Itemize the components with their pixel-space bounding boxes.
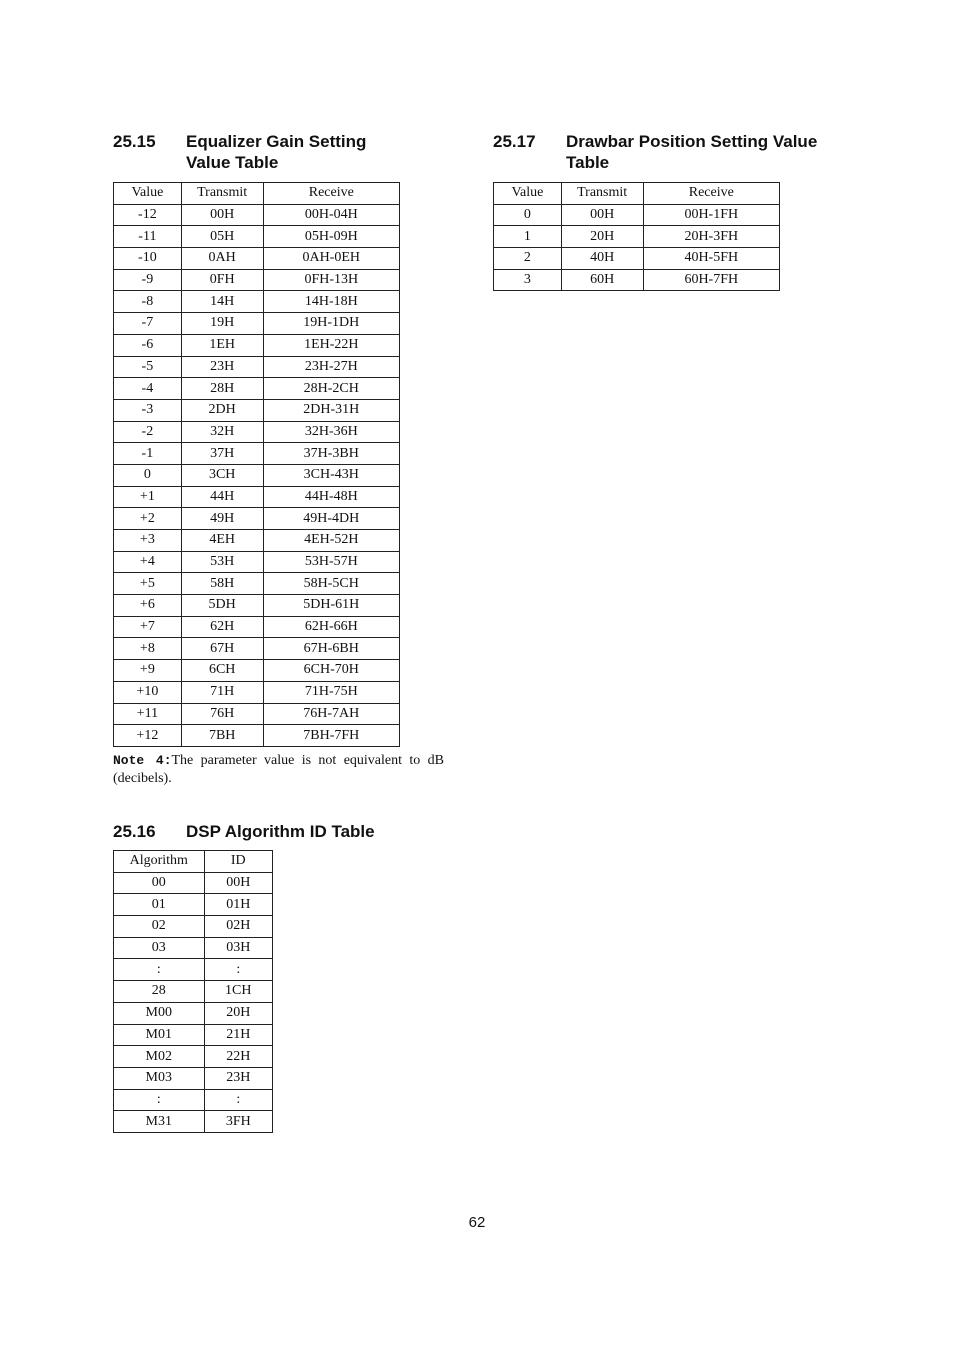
column-header: ID <box>204 851 272 873</box>
column-header: Algorithm <box>114 851 205 873</box>
table-row <box>114 356 400 378</box>
table-row <box>114 464 400 486</box>
table-row <box>114 226 400 248</box>
table-cell: 20H <box>561 226 643 248</box>
table-cell: 00H <box>204 872 272 894</box>
table-cell: 19H-1DH <box>263 313 399 335</box>
table-cell: 37H <box>181 443 263 465</box>
table-cell: 32H-36H <box>263 421 399 443</box>
table-cell: 62H <box>181 616 263 638</box>
table-cell: 49H <box>181 508 263 530</box>
table-cell: M03 <box>114 1067 205 1089</box>
table-cell: +6 <box>114 595 182 617</box>
table-cell: 5DH <box>181 595 263 617</box>
table-cell: +4 <box>114 551 182 573</box>
table-cell: 3CH-43H <box>263 464 399 486</box>
table-cell: 32H <box>181 421 263 443</box>
table-cell: -12 <box>114 204 182 226</box>
page-number: 62 <box>468 1214 486 1231</box>
table-cell: 60H <box>561 269 643 291</box>
table-row <box>114 1046 273 1068</box>
table-cell: -10 <box>114 248 182 270</box>
table-row <box>114 421 400 443</box>
table-cell: 00H-04H <box>263 204 399 226</box>
table-cell: 0AH-0EH <box>263 248 399 270</box>
table-cell: 23H <box>204 1067 272 1089</box>
table-cell: -3 <box>114 399 182 421</box>
table-row <box>114 573 400 595</box>
table-cell: -11 <box>114 226 182 248</box>
table-row <box>114 616 400 638</box>
table-cell: 01H <box>204 894 272 916</box>
table-cell: 14H-18H <box>263 291 399 313</box>
table-cell: 62H-66H <box>263 616 399 638</box>
table-row <box>114 872 273 894</box>
table-cell: 0FH-13H <box>263 269 399 291</box>
note-label: Note 4: <box>113 753 172 768</box>
table-cell: M01 <box>114 1024 205 1046</box>
table-row <box>114 981 273 1003</box>
table-cell: -2 <box>114 421 182 443</box>
table-header-row <box>494 183 780 205</box>
table-cell: 0 <box>494 204 562 226</box>
table-cell: 20H-3FH <box>643 226 779 248</box>
table-row <box>114 508 400 530</box>
table-cell: -4 <box>114 378 182 400</box>
table-cell: 05H-09H <box>263 226 399 248</box>
table-row <box>114 269 400 291</box>
table-row <box>114 725 400 747</box>
column-header: Transmit <box>181 183 263 205</box>
section-heading-25-16 <box>113 821 433 842</box>
section-title: Equalizer Gain Setting Value Table <box>186 132 367 172</box>
table-cell: 58H <box>181 573 263 595</box>
table-cell: M31 <box>114 1111 205 1133</box>
table-cell: 44H <box>181 486 263 508</box>
table-cell: 21H <box>204 1024 272 1046</box>
table-cell: -6 <box>114 334 182 356</box>
table-cell: +12 <box>114 725 182 747</box>
table-cell: 02H <box>204 916 272 938</box>
table-cell: 00H-1FH <box>643 204 779 226</box>
section-heading-25-15 <box>113 131 413 173</box>
table-cell: 76H <box>181 703 263 725</box>
table-cell: 28H-2CH <box>263 378 399 400</box>
table-cell: +9 <box>114 660 182 682</box>
table-cell: : <box>114 959 205 981</box>
table-cell: M02 <box>114 1046 205 1068</box>
section-title: DSP Algorithm ID Table <box>186 822 375 841</box>
table-cell: +8 <box>114 638 182 660</box>
table-cell: 00H <box>561 204 643 226</box>
table-row <box>114 959 273 981</box>
table-row <box>114 681 400 703</box>
table-cell: 71H <box>181 681 263 703</box>
table-row <box>114 551 400 573</box>
table-cell: 0AH <box>181 248 263 270</box>
column-header: Receive <box>263 183 399 205</box>
column-header: Value <box>494 183 562 205</box>
table-row <box>114 443 400 465</box>
table-cell: +11 <box>114 703 182 725</box>
table-cell: 19H <box>181 313 263 335</box>
equalizer-gain-table <box>113 182 400 747</box>
table-cell: 40H-5FH <box>643 248 779 270</box>
table-row <box>114 334 400 356</box>
section-number: 25.16 <box>113 822 156 841</box>
table-header-row <box>114 851 273 873</box>
table-cell: 60H-7FH <box>643 269 779 291</box>
table-cell: 28H <box>181 378 263 400</box>
table-cell: 2DH-31H <box>263 399 399 421</box>
table-cell: 1CH <box>204 981 272 1003</box>
table-cell: -9 <box>114 269 182 291</box>
table-cell: 1EH <box>181 334 263 356</box>
table-row <box>114 486 400 508</box>
table-cell: 58H-5CH <box>263 573 399 595</box>
table-cell: -1 <box>114 443 182 465</box>
table-cell: 7BH-7FH <box>263 725 399 747</box>
table-cell: 67H <box>181 638 263 660</box>
table-cell: 01 <box>114 894 205 916</box>
table-cell: 28 <box>114 981 205 1003</box>
table-cell: 03H <box>204 937 272 959</box>
table-cell: -7 <box>114 313 182 335</box>
table-cell: 4EH <box>181 530 263 552</box>
table-row <box>114 1024 273 1046</box>
dsp-algorithm-id-table <box>113 850 273 1133</box>
table-cell: 4EH-52H <box>263 530 399 552</box>
table-cell: 02 <box>114 916 205 938</box>
table-cell: 7BH <box>181 725 263 747</box>
table-cell: 3FH <box>204 1111 272 1133</box>
table-cell: 40H <box>561 248 643 270</box>
table-cell: +7 <box>114 616 182 638</box>
table-cell: 6CH-70H <box>263 660 399 682</box>
table-cell: : <box>204 1089 272 1111</box>
table-row <box>494 248 780 270</box>
table-cell: 0FH <box>181 269 263 291</box>
table-row <box>114 916 273 938</box>
table-cell: +1 <box>114 486 182 508</box>
table-row <box>494 204 780 226</box>
table-cell: 14H <box>181 291 263 313</box>
table-cell: 2DH <box>181 399 263 421</box>
table-cell: -8 <box>114 291 182 313</box>
column-header: Value <box>114 183 182 205</box>
table-row <box>114 703 400 725</box>
note-4 <box>113 752 444 788</box>
table-row <box>114 660 400 682</box>
table-row <box>494 269 780 291</box>
table-row <box>114 204 400 226</box>
table-cell: 76H-7AH <box>263 703 399 725</box>
table-row <box>114 248 400 270</box>
table-row <box>114 399 400 421</box>
section-heading-25-17 <box>493 131 838 173</box>
table-cell: 5DH-61H <box>263 595 399 617</box>
table-row <box>114 378 400 400</box>
table-cell: +2 <box>114 508 182 530</box>
table-cell: 67H-6BH <box>263 638 399 660</box>
table-row <box>114 937 273 959</box>
section-title: Drawbar Position Setting Value Table <box>566 132 818 172</box>
table-cell: 37H-3BH <box>263 443 399 465</box>
table-header-row <box>114 183 400 205</box>
table-cell: 3 <box>494 269 562 291</box>
column-header: Receive <box>643 183 779 205</box>
table-cell: 6CH <box>181 660 263 682</box>
table-cell: 53H-57H <box>263 551 399 573</box>
table-row <box>114 530 400 552</box>
table-cell: 23H <box>181 356 263 378</box>
table-cell: -5 <box>114 356 182 378</box>
table-row <box>114 1067 273 1089</box>
table-row <box>114 1111 273 1133</box>
table-cell: 00H <box>181 204 263 226</box>
table-cell: 00 <box>114 872 205 894</box>
table-cell: 53H <box>181 551 263 573</box>
table-cell: 1EH-22H <box>263 334 399 356</box>
table-row <box>114 595 400 617</box>
table-row <box>114 1002 273 1024</box>
table-cell: 05H <box>181 226 263 248</box>
table-cell: +3 <box>114 530 182 552</box>
section-number: 25.15 <box>113 132 156 151</box>
table-cell: 44H-48H <box>263 486 399 508</box>
table-cell: 23H-27H <box>263 356 399 378</box>
table-row <box>114 313 400 335</box>
table-cell: : <box>204 959 272 981</box>
table-cell: 49H-4DH <box>263 508 399 530</box>
drawbar-position-table <box>493 182 780 291</box>
table-cell: : <box>114 1089 205 1111</box>
table-row <box>114 1089 273 1111</box>
table-row <box>494 226 780 248</box>
table-cell: +5 <box>114 573 182 595</box>
section-number: 25.17 <box>493 132 536 151</box>
table-cell: 03 <box>114 937 205 959</box>
note-text: The parameter value is not equivalent to dB (decibels). <box>113 753 445 786</box>
table-cell: 20H <box>204 1002 272 1024</box>
table-row <box>114 894 273 916</box>
table-cell: 1 <box>494 226 562 248</box>
table-cell: 2 <box>494 248 562 270</box>
table-cell: 22H <box>204 1046 272 1068</box>
table-row <box>114 638 400 660</box>
table-cell: 3CH <box>181 464 263 486</box>
table-row <box>114 291 400 313</box>
table-cell: M00 <box>114 1002 205 1024</box>
table-cell: +10 <box>114 681 182 703</box>
table-cell: 0 <box>114 464 182 486</box>
column-header: Transmit <box>561 183 643 205</box>
table-cell: 71H-75H <box>263 681 399 703</box>
